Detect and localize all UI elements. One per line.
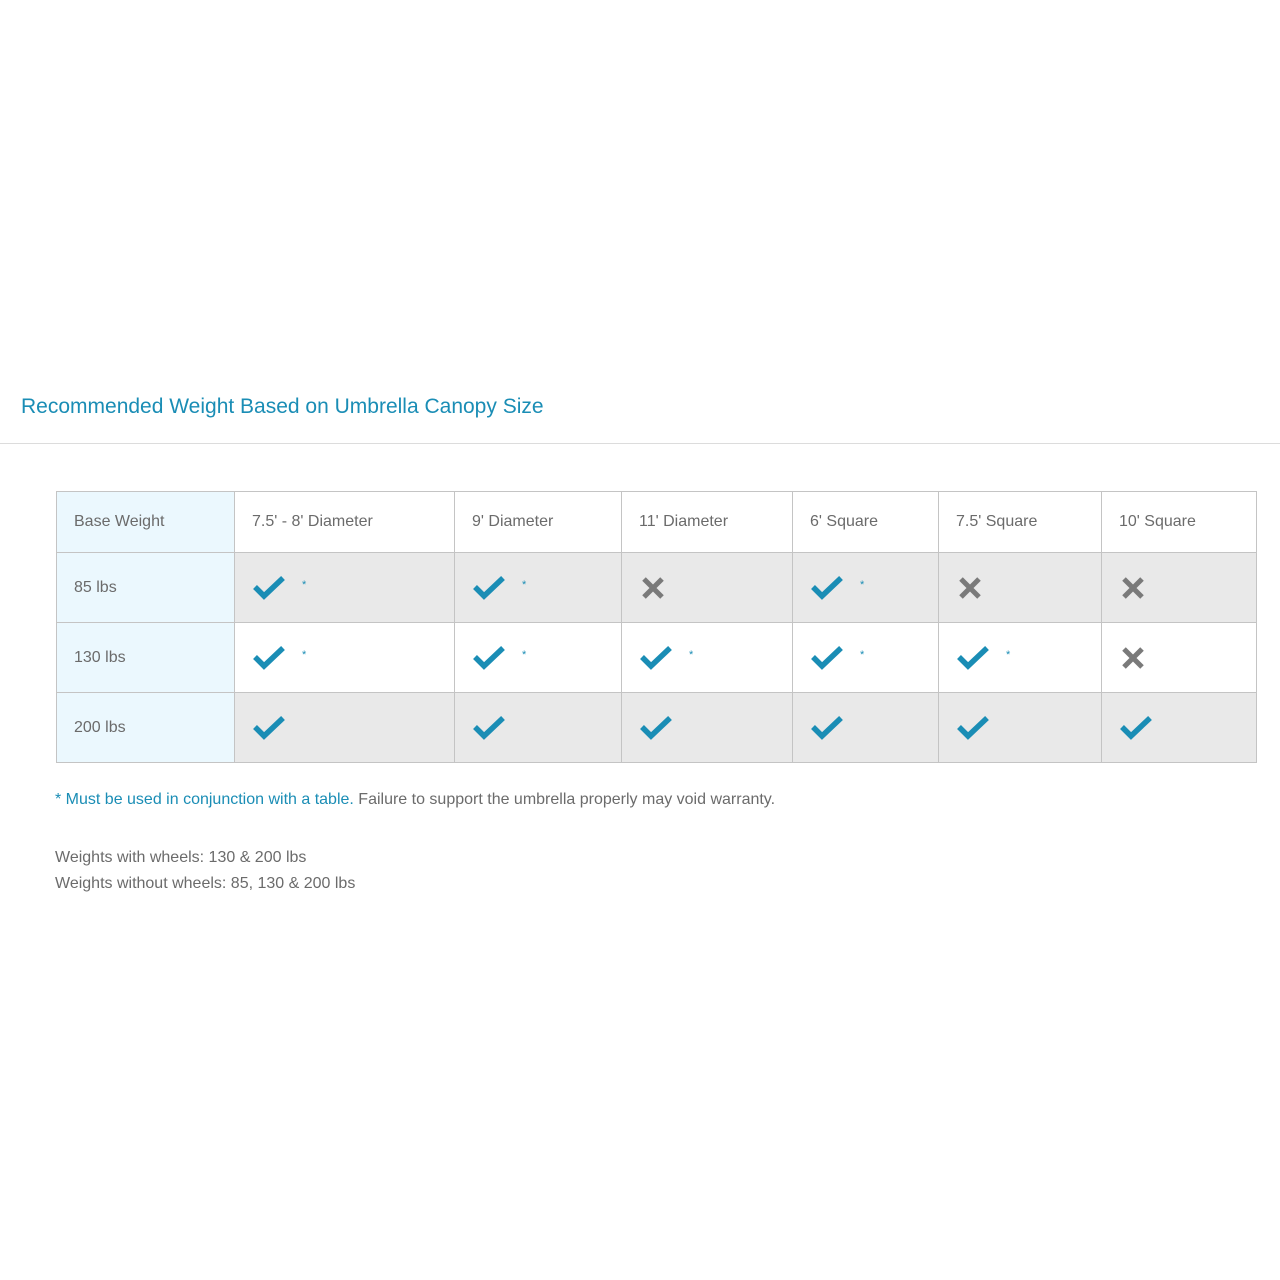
table-asterisk: *: [522, 578, 527, 591]
table-cell: [622, 553, 793, 623]
row-header-base-weight: 130 lbs: [57, 623, 235, 693]
column-header-9-diameter: 9' Diameter: [455, 492, 622, 553]
check-icon: [472, 575, 506, 601]
table-asterisk: *: [1006, 648, 1011, 661]
table-cell: [235, 553, 455, 623]
table-row: [57, 623, 1257, 693]
footnote-text: Failure to support the umbrella properly may void warranty.: [353, 791, 776, 808]
table-cell: [939, 623, 1102, 693]
column-header-6-square: 6' Square: [793, 492, 939, 553]
check-icon: [639, 645, 673, 671]
table-cell: [235, 693, 455, 763]
cross-icon: [1119, 645, 1153, 671]
row-header-base-weight: 200 lbs: [57, 693, 235, 763]
check-icon: [810, 645, 844, 671]
cross-icon: [639, 575, 673, 601]
table-cell: [939, 553, 1102, 623]
table-row: [57, 693, 1257, 763]
page-title: Recommended Weight Based on Umbrella Canopy Size: [21, 395, 544, 418]
table-asterisk: *: [689, 648, 694, 661]
check-icon: [956, 645, 990, 671]
table-body: [57, 553, 1257, 763]
check-icon: [810, 575, 844, 601]
column-header-7-5-8-diameter: 7.5' - 8' Diameter: [235, 492, 455, 553]
weight-recommendation-table: [56, 491, 1257, 763]
check-icon: [252, 645, 286, 671]
column-header-base-weight: Base Weight: [57, 492, 235, 553]
table-cell: [455, 553, 622, 623]
table-cell: [793, 623, 939, 693]
table-row: [57, 553, 1257, 623]
weights-without-wheels: Weights without wheels: 85, 130 & 200 lbs: [55, 875, 356, 892]
cross-icon: [956, 575, 990, 601]
wheels-info: [55, 845, 355, 897]
column-header-7-5-square: 7.5' Square: [939, 492, 1102, 553]
table-asterisk: *: [860, 578, 865, 591]
table-cell: [793, 553, 939, 623]
table-cell: [622, 623, 793, 693]
check-icon: [956, 715, 990, 741]
row-header-base-weight: 85 lbs: [57, 553, 235, 623]
title-divider: [0, 443, 1280, 444]
table-cell: [1102, 623, 1257, 693]
table-cell: [235, 623, 455, 693]
check-icon: [639, 715, 673, 741]
weights-with-wheels: Weights with wheels: 130 & 200 lbs: [55, 849, 307, 866]
table-header-row: [57, 492, 1257, 553]
check-icon: [1119, 715, 1153, 741]
table-cell: [455, 623, 622, 693]
table-cell: [455, 693, 622, 763]
table-asterisk: *: [522, 648, 527, 661]
column-header-10-square: 10' Square: [1102, 492, 1257, 553]
check-icon: [472, 645, 506, 671]
footnote-highlight: * Must be used in conjunction with a table.: [55, 791, 354, 808]
check-icon: [472, 715, 506, 741]
table-cell: [1102, 553, 1257, 623]
table-cell: [622, 693, 793, 763]
table-asterisk: *: [302, 578, 307, 591]
column-header-11-diameter: 11' Diameter: [622, 492, 793, 553]
table-asterisk: *: [302, 648, 307, 661]
table-cell: [939, 693, 1102, 763]
table-cell: [1102, 693, 1257, 763]
table-cell: [793, 693, 939, 763]
check-icon: [252, 715, 286, 741]
table-footnote: [55, 791, 775, 809]
check-icon: [252, 575, 286, 601]
cross-icon: [1119, 575, 1153, 601]
table-asterisk: *: [860, 648, 865, 661]
check-icon: [810, 715, 844, 741]
